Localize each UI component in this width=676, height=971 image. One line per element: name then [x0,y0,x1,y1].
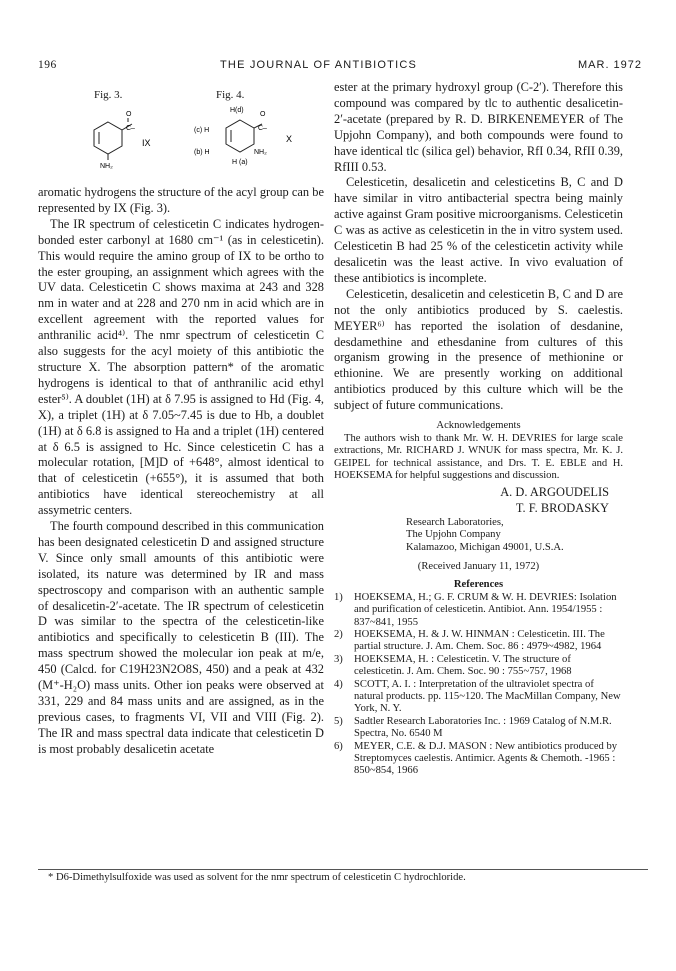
fig4-ha: H (a) [232,159,248,166]
fig4-label: Fig. 4. [216,89,245,101]
left-column [38,185,324,758]
fig3-structure [80,106,170,176]
references-list [334,592,623,778]
reference-item: 6) MEYER, C.E. & D.J. MASON : New antibiotics produced by Streptomyces caelestis. Antimicr. Agents & Chemoth. -1965 : 850~854, 1966 [334,740,618,777]
footnote: * D6-Dimethylsulfoxide was used as solvent for the nmr spectrum of celesticetin C hydrochloride. [38,869,648,883]
page-number: 196 [38,59,57,71]
affiliation-line-1: Research Laboratories, [406,516,504,528]
left-paragraph-1: aromatic hydrogens the structure of the acyl group can be represented by IX (Fig. 3). [38,185,324,215]
right-column [334,80,623,778]
author-2: T. F. BRODASKY [515,500,609,515]
received-date: (Received January 11, 1972) [417,560,540,572]
author-1: A. D. ARGOUDELIS [500,485,609,499]
left-paragraph-3: The fourth compound described in this communication has been designated celesticetin D and assigned structure V. Since only small amounts of this antibiotic were isolated, its nature was determined by IR and mass spectroscopy and comparison with an authentic sample of desalicetin-2′-acetate. The IR spectrum of celesticetin D was similar to the spectra of the celesticetin-like antibiotics and specifically to celesticetin B (III). The mass spectrum showed the molecular ion peak at m/e, 450 (Calcd. for C19H23N2O8S, 450) and a peak at 432 (M⁺-H₂O) mass units. Other ion peaks were observed at 331, 229 and 84 mass units and are assigned, as in the previous cases, to fragments VI, VII and VIII (Fig. 2). The IR and mass spectral data indicate that celesticetin D is most probably desalicetin acetate [38,519,324,756]
affiliation-line-2: The Upjohn Company [406,529,501,541]
fig4-carbon: C– [258,125,267,132]
right-paragraph-1: ester at the primary hydroxyl group (C-2′). Therefore this compound was compared by tlc to authentic desalicetin-2′-acetate (prepared by R. D. BIRKENEMEYER of The Upjohn Company), and both compounds were found to have identical tlc (silica gel) behavior, RfI 0.34, RfII 0.39, RfIII 0.53. [334,80,623,174]
affiliation [334,517,623,555]
right-paragraph-3: Celesticetin, desalicetin and celesticetin B, C and D are not the only antibiotics produced by S. caelestis. MEYER⁶⁾ has reported the isolation of desdanine, desdamethine and ethesdanine from cultures of this organism growing in the presence of methionine or ethionine. We are presently working on additional antibiotics produced by this culture which will be the subject of future communications. [334,286,623,413]
fig3-carbonyl-o: O [126,111,132,118]
acknowledgements-heading: Acknowledgements [436,420,521,432]
fig4-compound-label: X [286,134,293,144]
left-paragraph-2: The IR spectrum of celesticetin C indicates hydrogen-bonded ester carbonyl at 1680 cm⁻¹ (as in celesticetin). This would require the amino group of IX to be ortho to the ester grouping, an assignment which agrees with the UV data. Celesticetin C shows maxima at 243 and 328 nm in water and at 228 and 270 nm in acid which are in excellent agreement with the reported values for anthranilic acid⁴⁾. The nmr spectrum of celesticetin C also suggests for the acyl moiety of this antibiotic the structure X. The absorption pattern* of the aromatic hydrogens is identical to that of anthranilic acid ethyl ester⁵⁾. A doublet (1H) at δ 7.95 is assigned to Hd (Fig. 4, X), a triplet (1H) at δ 7.05~7.45 is due to Hb, a doublet (1H) at δ 6.8 is assigned to Ha and a triplet (1H) centered at δ 6.5 is assigned to Hc. Since celesticetin C has a molecular rotation, [M]D of +648°, almost identical to that of celesticetin (+655°), it is assumed that both antibiotics have identical stereochemistry at all assymetric centers. [38,216,324,518]
fig3-carbon: C– [126,125,135,132]
acknowledgements-text: The authors wish to thank Mr. W. H. DEVRIES for large scale extractions, Mr. RICHARD J. WNUK for mass spectra, Mr. K. J. GEIPEL for technical assistance, and Drs. T. E. EBLE and H. HOEKSEMA for helpful suggestions and discussion. [334,432,623,482]
reference-item: 2) HOEKSEMA, H. & J. W. HINMAN : Celesticetin. III. The partial structure. J. Am. Chem. Soc. 86 : 4979~4982, 1964 [334,629,605,653]
fig4-nh2: NH₂ [254,149,267,156]
fig4-structure [190,102,310,178]
reference-item: 4) SCOTT, A. I. : Interpretation of the ultraviolet spectra of natural products. pp. 115~120. The MacMillan Company, New York, N. Y. [334,678,621,715]
fig4-hd: H(d) [230,107,244,114]
fig3-compound-label: IX [142,138,151,148]
fig4-hc: (c) H [194,127,210,134]
journal-title: THE JOURNAL OF ANTIBIOTICS [220,59,418,71]
fig4-o: O [260,111,266,118]
issue-date: MAR. 1972 [578,59,643,71]
reference-item: 5) Sadtler Research Laboratories Inc. : 1969 Catalog of N.M.R. Spectra, No. 6540 M [334,715,612,740]
right-paragraph-2: Celesticetin, desalicetin and celesticetins B, C and D have similar in vitro antibacterial spectra being mainly active against Gram positive microorganisms. Celesticetin C was as active as celesticetin in the in vitro system used. Celesticetin B had 25 % of the celesticetin activity while desalicetin was the least active. In vivo evaluation of these antibiotics is incomplete. [334,175,623,285]
reference-item: 3) HOEKSEMA, H. : Celesticetin. V. The structure of celesticetin. J. Am. Chem. Soc. 90 : 755~757, 1968 [334,653,572,678]
fig4-hb: (b) H [194,149,210,156]
affiliation-line-3: Kalamazoo, Michigan 49001, U.S.A. [406,542,564,553]
references-heading: References [453,579,504,591]
reference-item: 1) HOEKSEMA, H.; G. F. CRUM & W. H. DEVRIES: Isolation and purification of celesticetin. Antibiot. Ann. 1954/1955 : 837~841, 1955 [334,591,617,628]
fig3-amine: NH₂ [100,163,113,170]
fig3-label: Fig. 3. [94,89,123,101]
